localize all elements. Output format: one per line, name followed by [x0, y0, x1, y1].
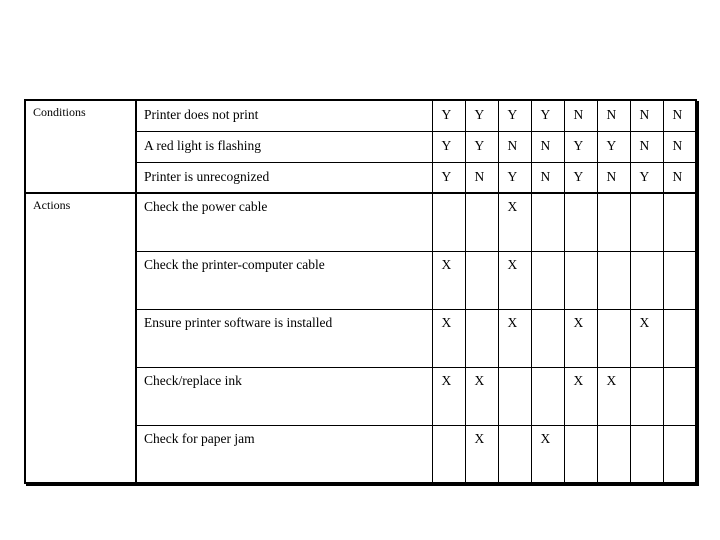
action-label: Check the printer-computer cable: [136, 251, 432, 309]
action-mark: [564, 193, 597, 251]
action-mark: [630, 425, 663, 483]
condition-value: Y: [465, 131, 498, 162]
action-mark: X: [498, 251, 531, 309]
action-mark: [531, 367, 564, 425]
action-mark: X: [465, 425, 498, 483]
action-mark: [663, 193, 696, 251]
condition-label: Printer does not print: [136, 100, 432, 131]
action-label: Ensure printer software is installed: [136, 309, 432, 367]
action-mark: [663, 425, 696, 483]
condition-value: N: [597, 100, 630, 131]
action-mark: X: [531, 425, 564, 483]
action-mark: [597, 251, 630, 309]
condition-value: N: [564, 100, 597, 131]
condition-value: N: [531, 131, 564, 162]
action-mark: [465, 193, 498, 251]
action-mark: X: [498, 309, 531, 367]
condition-row: [25, 100, 696, 131]
action-mark: [597, 425, 630, 483]
condition-value: Y: [498, 162, 531, 193]
condition-value: Y: [465, 100, 498, 131]
action-mark: X: [498, 193, 531, 251]
action-mark: [432, 425, 465, 483]
action-mark: X: [630, 309, 663, 367]
actions-section-label: Actions: [25, 193, 136, 483]
action-mark: [531, 251, 564, 309]
action-mark: [432, 193, 465, 251]
action-mark: X: [432, 367, 465, 425]
condition-label: Printer is unrecognized: [136, 162, 432, 193]
condition-value: Y: [564, 162, 597, 193]
action-mark: [630, 193, 663, 251]
condition-value: N: [597, 162, 630, 193]
action-mark: [531, 193, 564, 251]
action-row: [25, 193, 696, 251]
condition-value: Y: [432, 162, 465, 193]
action-mark: [663, 309, 696, 367]
condition-value: N: [531, 162, 564, 193]
condition-value: N: [630, 100, 663, 131]
action-mark: [531, 309, 564, 367]
action-mark: [465, 309, 498, 367]
condition-value: Y: [630, 162, 663, 193]
action-mark: [663, 251, 696, 309]
condition-value: N: [663, 100, 696, 131]
action-mark: X: [432, 251, 465, 309]
condition-label: A red light is flashing: [136, 131, 432, 162]
action-mark: [498, 367, 531, 425]
action-mark: [564, 425, 597, 483]
condition-value: Y: [432, 131, 465, 162]
conditions-section-label: Conditions: [25, 100, 136, 193]
action-mark: X: [465, 367, 498, 425]
action-mark: [465, 251, 498, 309]
action-label: Check for paper jam: [136, 425, 432, 483]
action-mark: [597, 309, 630, 367]
action-mark: [663, 367, 696, 425]
action-mark: X: [432, 309, 465, 367]
action-label: Check the power cable: [136, 193, 432, 251]
action-mark: X: [597, 367, 630, 425]
action-mark: X: [564, 367, 597, 425]
action-mark: [498, 425, 531, 483]
action-mark: [564, 251, 597, 309]
condition-value: Y: [432, 100, 465, 131]
condition-value: N: [498, 131, 531, 162]
decision-table-body: [25, 100, 696, 483]
condition-value: N: [630, 131, 663, 162]
condition-value: N: [465, 162, 498, 193]
condition-value: Y: [531, 100, 564, 131]
action-label: Check/replace ink: [136, 367, 432, 425]
condition-value: Y: [498, 100, 531, 131]
condition-value: N: [663, 131, 696, 162]
action-mark: [597, 193, 630, 251]
action-mark: X: [564, 309, 597, 367]
condition-value: Y: [564, 131, 597, 162]
action-mark: [630, 251, 663, 309]
condition-value: N: [663, 162, 696, 193]
decision-table: [24, 99, 697, 484]
action-mark: [630, 367, 663, 425]
condition-value: Y: [597, 131, 630, 162]
